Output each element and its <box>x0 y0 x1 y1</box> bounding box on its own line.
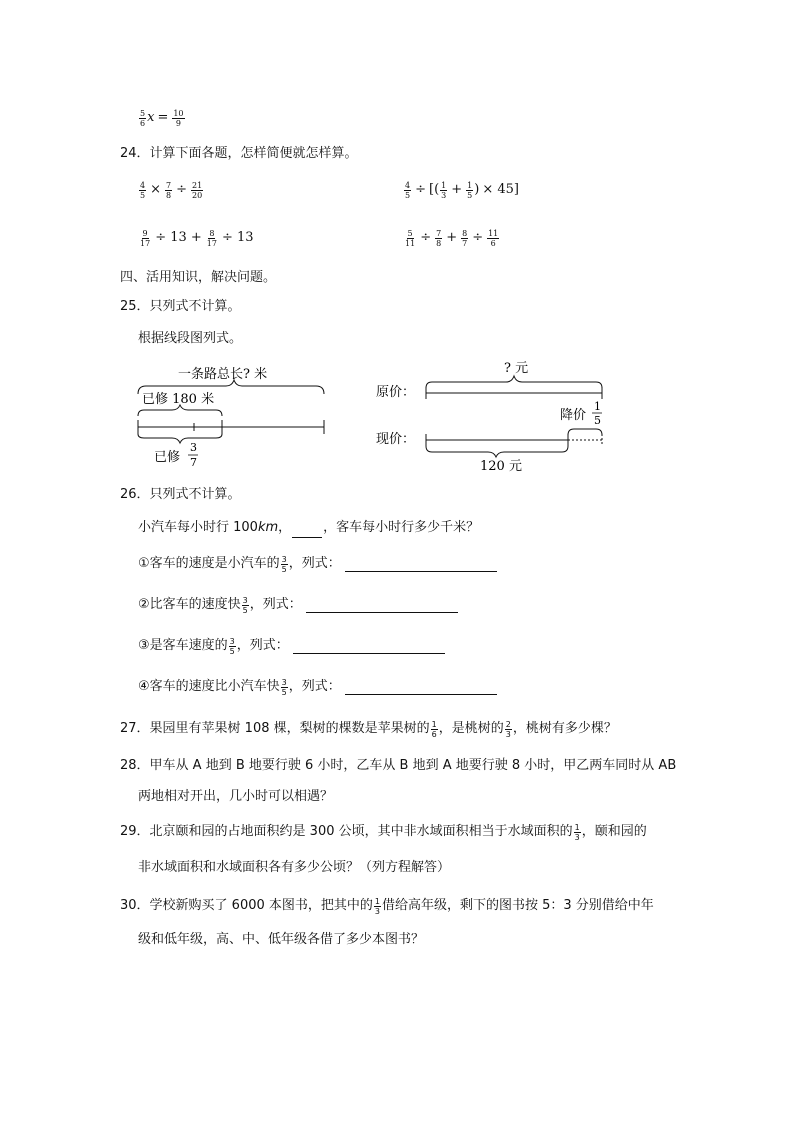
stem-blank[interactable] <box>292 523 322 538</box>
label-discount: 降价 <box>560 408 587 423</box>
question-26-item-2: ②比客车的速度快 $\frac{3}{5}$ ，列式： <box>138 595 458 615</box>
label-current: 现价： <box>376 432 416 447</box>
question-24-title: 24．计算下面各题，怎样简便就怎样算。 <box>120 146 358 161</box>
fraction-denominator: 7 <box>190 456 197 469</box>
segment-diagram-road <box>130 360 340 472</box>
answer-blank-1[interactable] <box>345 557 497 572</box>
equation-q23: $\frac{5}{6}$ x = $\frac{10}{9}$ <box>140 108 184 128</box>
question-26-item-3: ③是客车速度的 $\frac{3}{5}$ ，列式： <box>138 636 445 656</box>
expression-24-3: $\frac{9}{17}$ ÷ 13 + $\frac{8}{17}$ ÷ 13 <box>140 228 254 248</box>
brace-fraction <box>138 434 222 443</box>
question-30-line-1: 30．学校新购买了 6000 本图书，把其中的 $\frac{1}{3}$ 借给高年级，剩下的图书按 5：3 分别借给中年 <box>120 896 654 916</box>
answer-blank-4[interactable] <box>345 680 497 695</box>
question-28-line-1: 28．甲车从 A 地到 B 地要行驶 6 小时，乙车从 B 地到 A 地要行驶 8 小时，甲乙两车同时从 AB <box>120 758 677 773</box>
label-original: 原价： <box>376 385 416 400</box>
discount-numerator: 1 <box>594 400 601 413</box>
segment-diagram-price <box>370 356 610 476</box>
label-fraction-text: 已修 <box>154 450 181 465</box>
section-title: 四、活用知识，解决问题。 <box>120 270 277 285</box>
answer-blank-2[interactable] <box>306 598 458 613</box>
question-25-subtitle: 根据线段图列式。 <box>138 331 243 346</box>
expression-24-1: $\frac{4}{5}$ × $\frac{7}{8}$ ÷ $\frac{21}{20}$ <box>140 180 203 200</box>
question-29-line-1: 29．北京颐和园的占地面积约是 300 公顷，其中非水域面积相当于水域面积的 $\frac{1}{3}$ ，颐和园的 <box>120 822 647 842</box>
question-25-title: 25．只列式不计算。 <box>120 299 241 314</box>
discount-denominator: 5 <box>594 414 601 427</box>
label-unknown-price: ? 元 <box>504 361 529 376</box>
expression-24-2: $\frac{4}{5}$ ÷ [( $\frac{1}{3}$ + $\frac{1}{5}$ ) × 45] <box>405 180 519 200</box>
label-current-value: 120 元 <box>480 459 522 474</box>
question-27: 27．果园里有苹果树 108 棵，梨树的棵数是苹果树的 $\frac{1}{6}$ ，是桃树的 $\frac{2}{3}$ ，桃树有多少棵？ <box>120 719 617 739</box>
label-total: 一条路总长? 米 <box>178 367 268 382</box>
label-repaired: 已修 180 米 <box>142 392 215 407</box>
brace-discount <box>568 429 602 435</box>
question-26-stem: 小汽车每小时行 100km， ，客车每小时行多少千米？ <box>138 518 479 538</box>
brace-current <box>426 446 568 457</box>
expression-24-4: $\frac{5}{11}$ ÷ $\frac{7}{8}$ + $\frac{8}{7}$ ÷ $\frac{11}{6}$ <box>405 228 499 248</box>
question-26-item-4: ④客车的速度比小汽车快 $\frac{3}{5}$ ，列式： <box>138 677 497 697</box>
question-26-item-1: ①客车的速度是小汽车的 $\frac{3}{5}$ ，列式： <box>138 554 497 574</box>
brace-original <box>426 376 602 388</box>
question-28-line-2: 两地相对开出，几小时可以相遇？ <box>138 789 334 804</box>
fraction-numerator: 3 <box>190 441 197 454</box>
question-26-title: 26．只列式不计算。 <box>120 487 241 502</box>
question-29-line-2: 非水域面积和水域面积各有多少公顷？（列方程解答） <box>138 860 451 875</box>
question-30-line-2: 级和低年级，高、中、低年级各借了多少本图书？ <box>138 932 425 947</box>
answer-blank-3[interactable] <box>293 639 445 654</box>
